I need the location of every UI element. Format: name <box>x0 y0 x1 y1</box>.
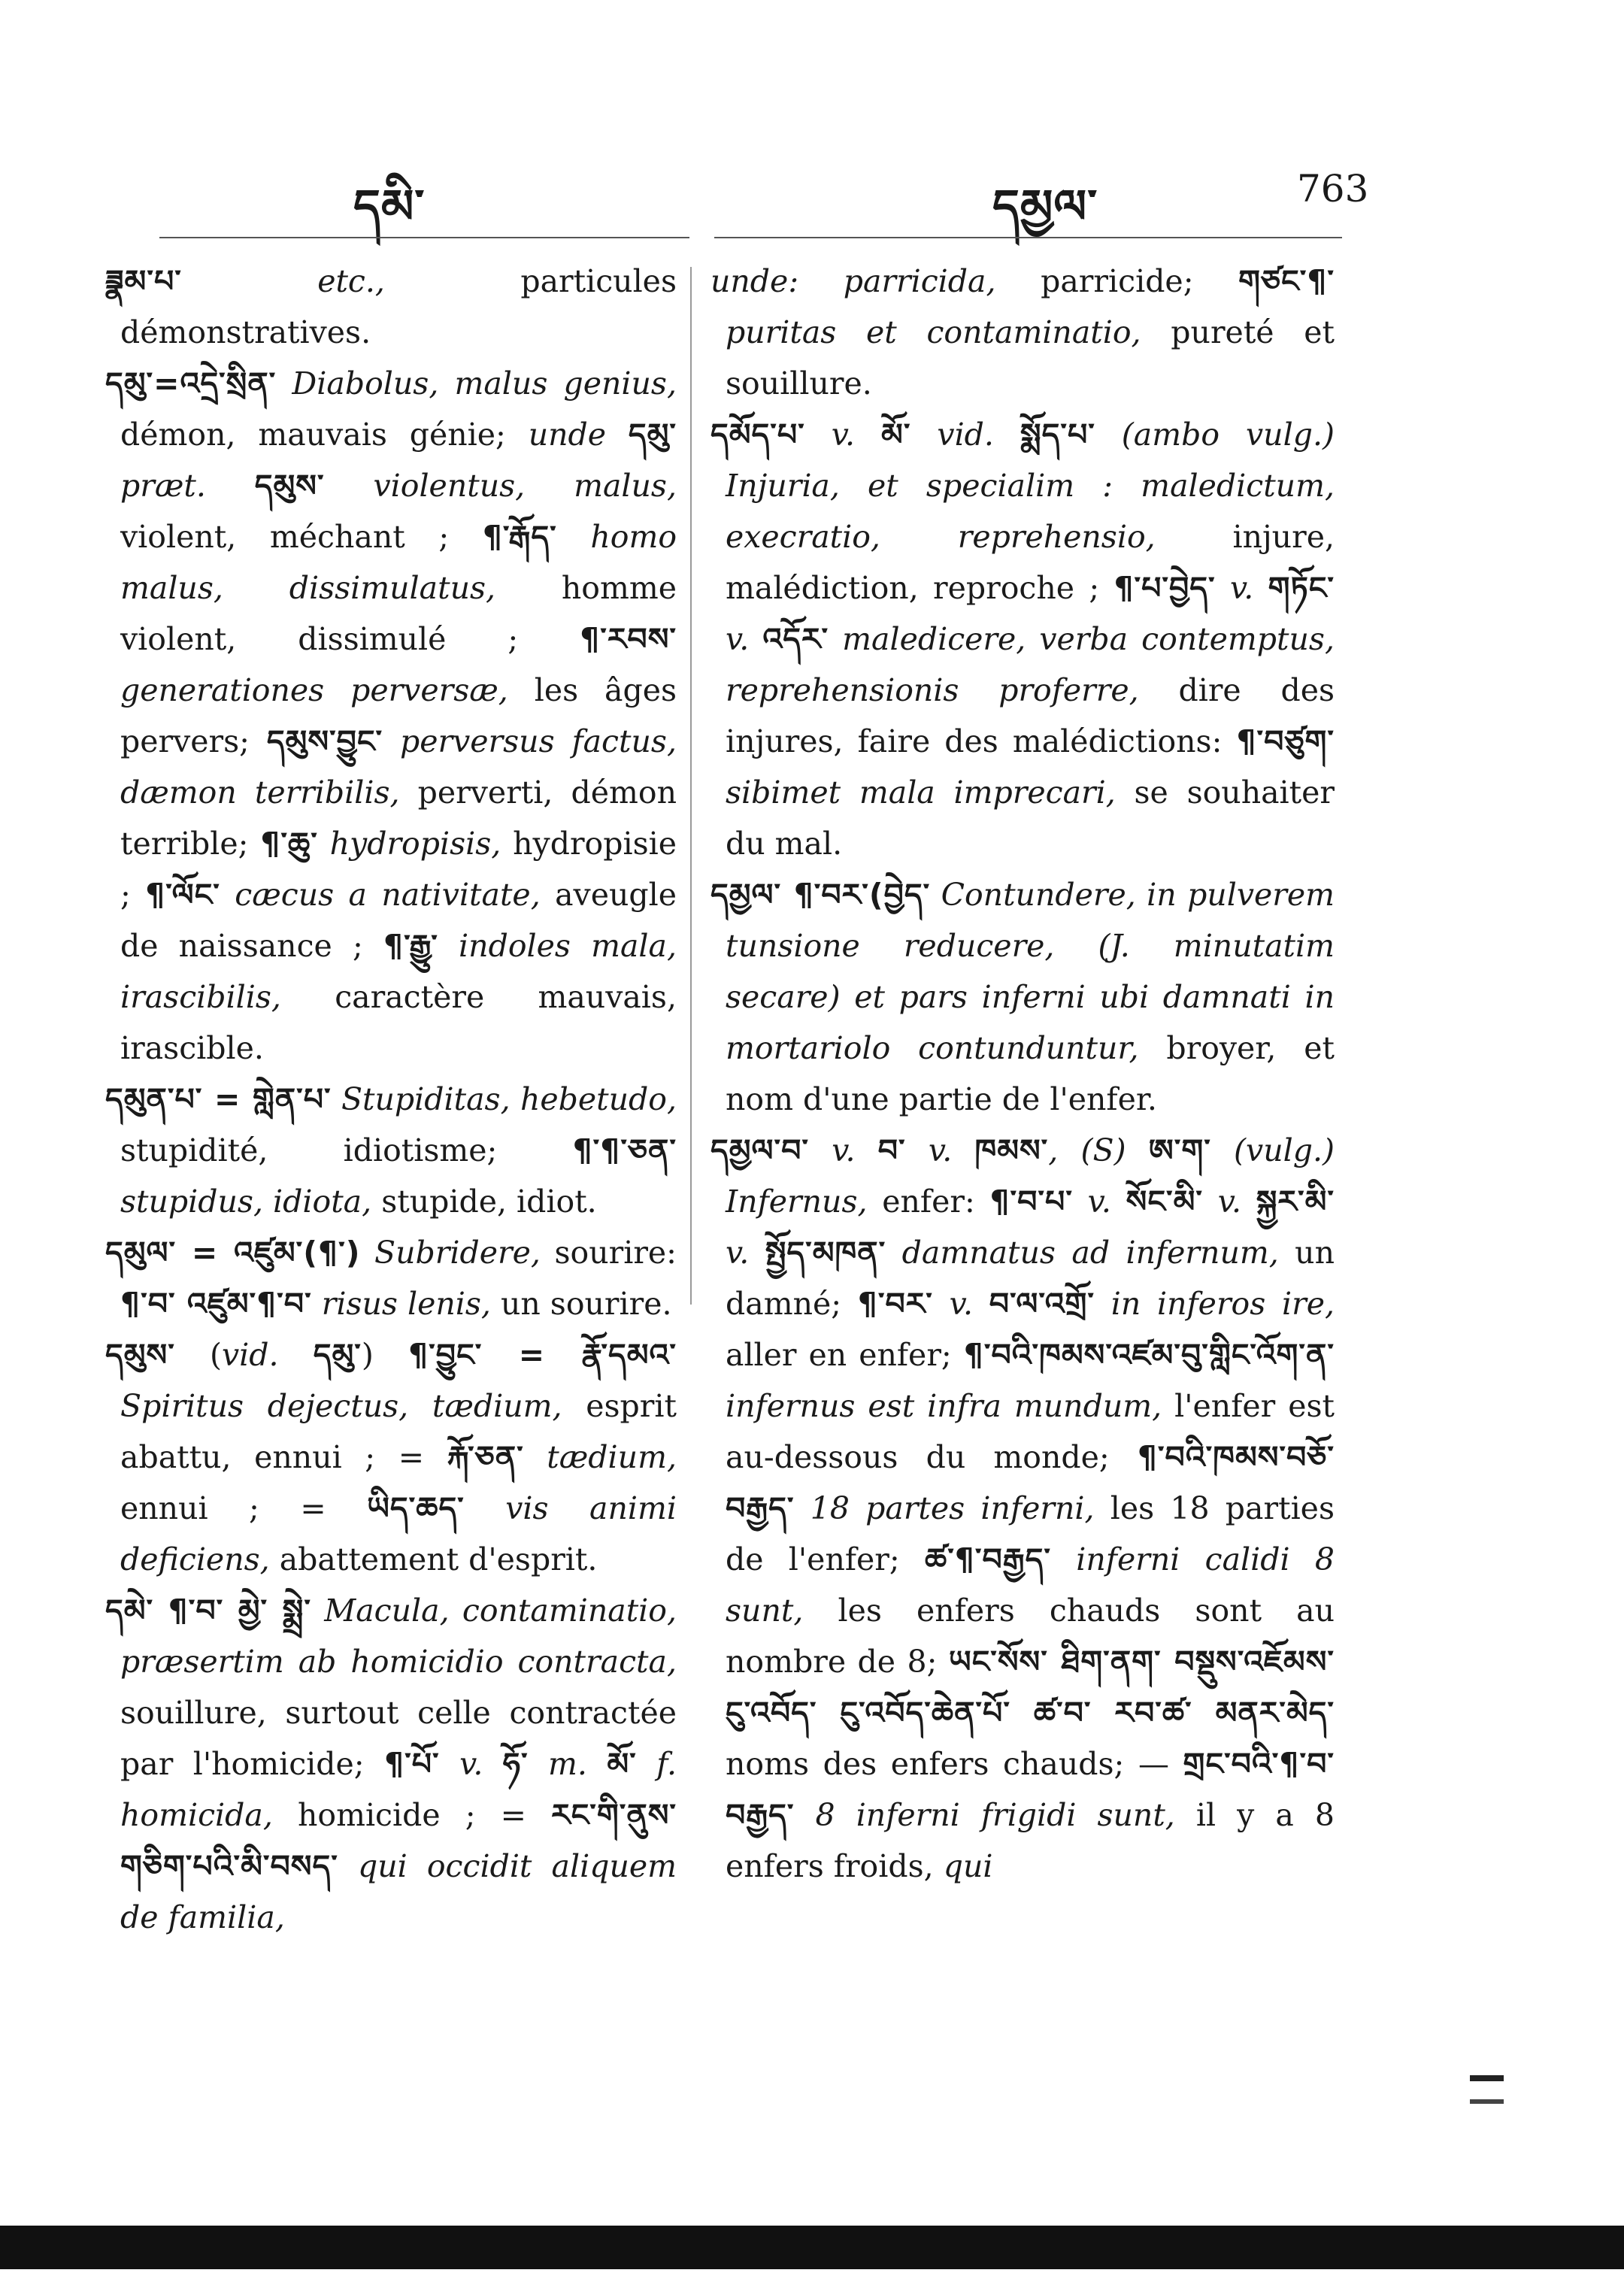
tibetan-term: ¶་བ་ འཛུམ་¶་བ་ <box>120 1286 312 1322</box>
latin-gloss: damnatus ad infernum, <box>886 1235 1279 1271</box>
latin-gloss: hydropisis, <box>317 826 501 862</box>
latin-gloss: v. <box>726 621 763 657</box>
latin-gloss: tædium, <box>523 1439 677 1475</box>
french-gloss: abattement d'esprit. <box>269 1541 598 1577</box>
tibetan-term: དམུས་བྱུང་ <box>266 723 383 759</box>
french-gloss: l'enfer est au-dessous du monde; <box>726 1388 1335 1475</box>
latin-gloss: v. <box>1203 1183 1256 1220</box>
tibetan-term: དམུས་ <box>254 468 325 504</box>
french-gloss: noms des enfers chauds; — <box>726 1746 1183 1782</box>
french-gloss: parricide; <box>995 263 1239 299</box>
latin-gloss: stupidus, idiota, <box>120 1183 372 1220</box>
tibetan-term: ¶་བཙུག་ <box>1236 723 1335 759</box>
dictionary-entry <box>105 256 677 358</box>
tibetan-term: སྐྱར་མི་ <box>1256 1183 1335 1220</box>
tibetan-term: དམུན་པ་ = གླེན་པ་ <box>105 1081 332 1117</box>
latin-gloss: inferni calidi 8 sunt, <box>726 1541 1335 1629</box>
dictionary-entry <box>710 1125 1335 1892</box>
latin-gloss: præt. <box>120 468 255 504</box>
tibetan-term: བ་ལ་འགྲོ་ <box>989 1286 1095 1322</box>
tibetan-term: དམྱལ་ ¶་བར་(བྱེད་ <box>710 877 931 913</box>
french-gloss: un sourire. <box>490 1286 672 1322</box>
latin-gloss: , (S) <box>1048 1132 1149 1168</box>
latin-gloss: Contundere, in pulverem tunsione reducere, (J. minutatim secare) et pars inferni ubi damnati in mortariolo contunduntur, <box>726 877 1335 1066</box>
french-gloss: esprit abattu, ennui ; = <box>120 1388 677 1475</box>
tibetan-term: མོ་ <box>607 1746 637 1782</box>
running-head-left: དམི་ <box>353 179 426 234</box>
tibetan-term: དམུལ་ = འཛུམ་(¶་) <box>105 1235 361 1271</box>
tibetan-term: དམུས་ <box>105 1337 175 1373</box>
tibetan-term: དམུ་ <box>628 417 677 453</box>
latin-gloss: generationes perversæ, <box>120 672 508 708</box>
dictionary-entry <box>710 256 1335 409</box>
tibetan-term: ¶་རྒྱུ་ <box>383 928 438 964</box>
latin-gloss: f. homicida, <box>120 1746 677 1833</box>
latin-gloss: indoles mala, irascibilis, <box>120 928 677 1015</box>
tibetan-term: ཨ་ག་ <box>1148 1132 1211 1168</box>
french-gloss: aller en enfer; <box>726 1337 964 1373</box>
french-gloss: injure, malédiction, reproche ; <box>726 519 1335 606</box>
header-rule-right <box>714 237 1342 238</box>
tibetan-term: དམུ་=འདྲེ་སྲིན་ <box>105 365 277 402</box>
french-gloss: homme violent, dissimulé ; <box>120 570 677 657</box>
column-divider <box>690 267 692 1305</box>
french-gloss: souillure, surtout celle contractée par l'homicide; <box>120 1695 677 1782</box>
french-gloss: hydropisie ; <box>120 826 677 913</box>
latin-gloss: perversus factus, dæmon terribilis, <box>120 723 677 811</box>
left-column <box>105 256 677 1943</box>
tibetan-term: སྨོད་པ་ <box>1020 417 1095 453</box>
tibetan-term: ¶་བའི་ཁམས་འཛམ་བུ་གླིང་འོག་ན་ <box>963 1337 1335 1373</box>
latin-gloss: maledicere, verba contemptus, reprehensionis proferre, <box>726 621 1335 708</box>
latin-gloss: homo malus, dissimulatus, <box>120 519 677 606</box>
latin-gloss: vid. <box>910 417 1020 453</box>
tibetan-term: ¶་པ་བྱེད་ <box>1113 570 1216 606</box>
tibetan-term: སོང་མི་ <box>1126 1183 1204 1220</box>
latin-gloss: v. <box>804 417 882 453</box>
tibetan-term: ¶་བྱུང་ = རྣོ་དམའ་ <box>408 1337 677 1373</box>
french-gloss: violent, méchant ; <box>120 519 483 555</box>
french-gloss: broyer, et nom d'une partie de l'enfer. <box>726 1030 1335 1117</box>
latin-gloss: v. <box>905 1132 975 1168</box>
french-gloss: aveugle de naissance ; <box>120 877 677 964</box>
scan-bottom-bar <box>0 2226 1624 2269</box>
latin-gloss: 18 partes inferni, <box>794 1490 1095 1526</box>
tibetan-term: རྐོ་ཅན་ <box>447 1439 524 1475</box>
dictionary-entry <box>710 409 1335 869</box>
latin-gloss: Stupiditas, hebetudo, <box>331 1081 677 1117</box>
latin-gloss: qui occidit aliquem de familia, <box>120 1848 677 1935</box>
french-gloss: pureté et souillure. <box>726 314 1335 402</box>
french-gloss: les 18 parties de l'enfer; <box>726 1490 1335 1577</box>
french-gloss: perverti, démon terrible; <box>120 774 677 862</box>
tibetan-term: དམེ་ ¶་བ་ མྱེ་ སྨྲེ་ <box>105 1593 311 1629</box>
latin-gloss: unde: parricida, <box>710 263 996 299</box>
french-gloss: stupidité, idiotisme; <box>120 1132 573 1168</box>
tibetan-term: ¶་¶་ཅན་ <box>572 1132 677 1168</box>
latin-gloss: v. <box>1215 570 1268 606</box>
dictionary-entry <box>105 1227 677 1329</box>
latin-gloss: Subridere, <box>360 1235 541 1271</box>
latin-gloss: v. <box>439 1746 503 1782</box>
tibetan-term: ¶་བ་པ་ <box>989 1183 1073 1220</box>
latin-gloss: v. <box>726 1235 765 1271</box>
french-gloss: les âges pervers; <box>120 672 677 759</box>
latin-gloss: violentus, malus, <box>324 468 677 504</box>
dictionary-entry <box>105 358 677 1074</box>
tibetan-term: ཡང་སོས་ ཐིག་ནག་ བསྡུས་འཇོམས་ ངུ་འབོད་ ངུ་འབོད་ཆེན་པོ་ ཚ་བ་ རབ་ཚ་ མནར་མེད་ <box>726 1644 1335 1731</box>
french-gloss: se souhaiter du mal. <box>726 774 1335 862</box>
latin-gloss: risus lenis, <box>311 1286 491 1322</box>
tibetan-term: འདོར་ <box>762 621 829 657</box>
latin-gloss: in inferos ire, <box>1095 1286 1335 1322</box>
latin-gloss: v. <box>1072 1183 1126 1220</box>
dictionary-entry <box>105 1329 677 1585</box>
tibetan-term: གཙང་¶་ <box>1238 263 1335 299</box>
margin-mark <box>1470 2075 1504 2104</box>
french-gloss: caractère mauvais, irascible. <box>120 979 677 1066</box>
dictionary-entry <box>710 869 1335 1125</box>
tibetan-term: ཡིད་ཆད་ <box>367 1490 465 1526</box>
tibetan-term: ¶་ལོང་ <box>145 877 220 913</box>
latin-gloss: 8 inferni frigidi sunt, <box>794 1797 1175 1833</box>
latin-gloss: qui <box>943 1848 993 1884</box>
tibetan-term: དམོད་པ་ <box>710 417 805 453</box>
tibetan-term: གཏོང་ <box>1268 570 1335 606</box>
french-gloss: sourire: <box>540 1235 677 1271</box>
latin-gloss: cæcus a nativitate, <box>220 877 541 913</box>
latin-gloss: sibimet mala imprecari, <box>726 774 1116 811</box>
tibetan-term: ¶་བའི་ཁམས་བཅོ་བརྒྱད་ <box>726 1439 1335 1526</box>
tibetan-term: བ་ <box>877 1132 906 1168</box>
tibetan-term: ¶་རབས་ <box>580 621 677 657</box>
header-rule-left <box>159 237 689 238</box>
latin-gloss: Spiritus dejectus, tædium, <box>120 1388 562 1424</box>
latin-gloss: puritas et contaminatio, <box>726 314 1141 350</box>
french-gloss: les enfers chauds sont au nombre de 8; <box>726 1593 1335 1680</box>
page-number: 763 <box>1297 167 1369 211</box>
french-gloss: particules démonstratives. <box>120 263 677 350</box>
french-gloss: il y a 8 enfers froids, <box>726 1797 1335 1884</box>
tibetan-term: གྲང་བའི་¶་བ་བརྒྱད་ <box>726 1746 1335 1833</box>
tibetan-term: དམུ་ <box>313 1337 362 1373</box>
french-gloss: ) <box>361 1337 409 1373</box>
tibetan-term: སྤྱོད་མཁན་ <box>765 1235 886 1271</box>
right-column <box>710 256 1335 1892</box>
tibetan-term: ¶་རྒོད་ <box>482 519 557 555</box>
tibetan-term: དམྱལ་བ་ <box>710 1132 809 1168</box>
tibetan-term: ¶་བར་ <box>857 1286 933 1322</box>
tibetan-term: ཁམས་ <box>974 1132 1049 1168</box>
latin-gloss: v. <box>932 1286 989 1322</box>
french-gloss: démon, mauvais génie; <box>120 417 529 453</box>
tibetan-term: ཚ་¶་བརྒྱད་ <box>925 1541 1051 1577</box>
latin-gloss: Diabolus, malus genius, <box>276 365 677 402</box>
dictionary-entry <box>105 1074 677 1227</box>
latin-gloss: (vulg.) Infernus, <box>726 1132 1335 1220</box>
latin-gloss: unde <box>528 417 629 453</box>
latin-gloss: m. <box>528 1746 607 1782</box>
tibetan-term: ¶་པོ་ <box>384 1746 440 1782</box>
tibetan-term: ¶་ཆུ་ <box>260 826 318 862</box>
latin-gloss: infernus est infra mundum, <box>726 1388 1162 1424</box>
french-gloss: un damné; <box>726 1235 1335 1322</box>
tibetan-term: མོ་ <box>881 417 911 453</box>
french-gloss: enfer: <box>867 1183 990 1220</box>
latin-gloss: vis animi deficiens, <box>120 1490 677 1577</box>
latin-gloss: vid. <box>222 1337 314 1373</box>
french-gloss: homicide ; = <box>272 1797 552 1833</box>
french-gloss: ennui ; = <box>120 1490 368 1526</box>
latin-gloss: (ambo vulg.) Injuria, et specialim : maledictum, execratio, reprehensio, <box>726 417 1335 555</box>
tibetan-term: ཧོ་ <box>502 1746 529 1782</box>
latin-gloss: v. <box>808 1132 878 1168</box>
running-head-right: དམྱལ་ <box>992 179 1098 234</box>
tibetan-term: རང་གི་ནུས་གཅིག་པའི་མི་བསད་ <box>120 1797 677 1884</box>
french-gloss: ( <box>174 1337 222 1373</box>
latin-gloss: etc., <box>181 263 385 299</box>
tibetan-term: ཟྣམ་པ་ <box>105 263 182 299</box>
french-gloss: stupide, idiot. <box>371 1183 597 1220</box>
french-gloss: dire des injures, faire des malédictions: <box>726 672 1335 759</box>
dictionary-entry <box>105 1585 677 1943</box>
latin-gloss: Macula, contaminatio, præsertim ab homicidio contracta, <box>120 1593 677 1680</box>
